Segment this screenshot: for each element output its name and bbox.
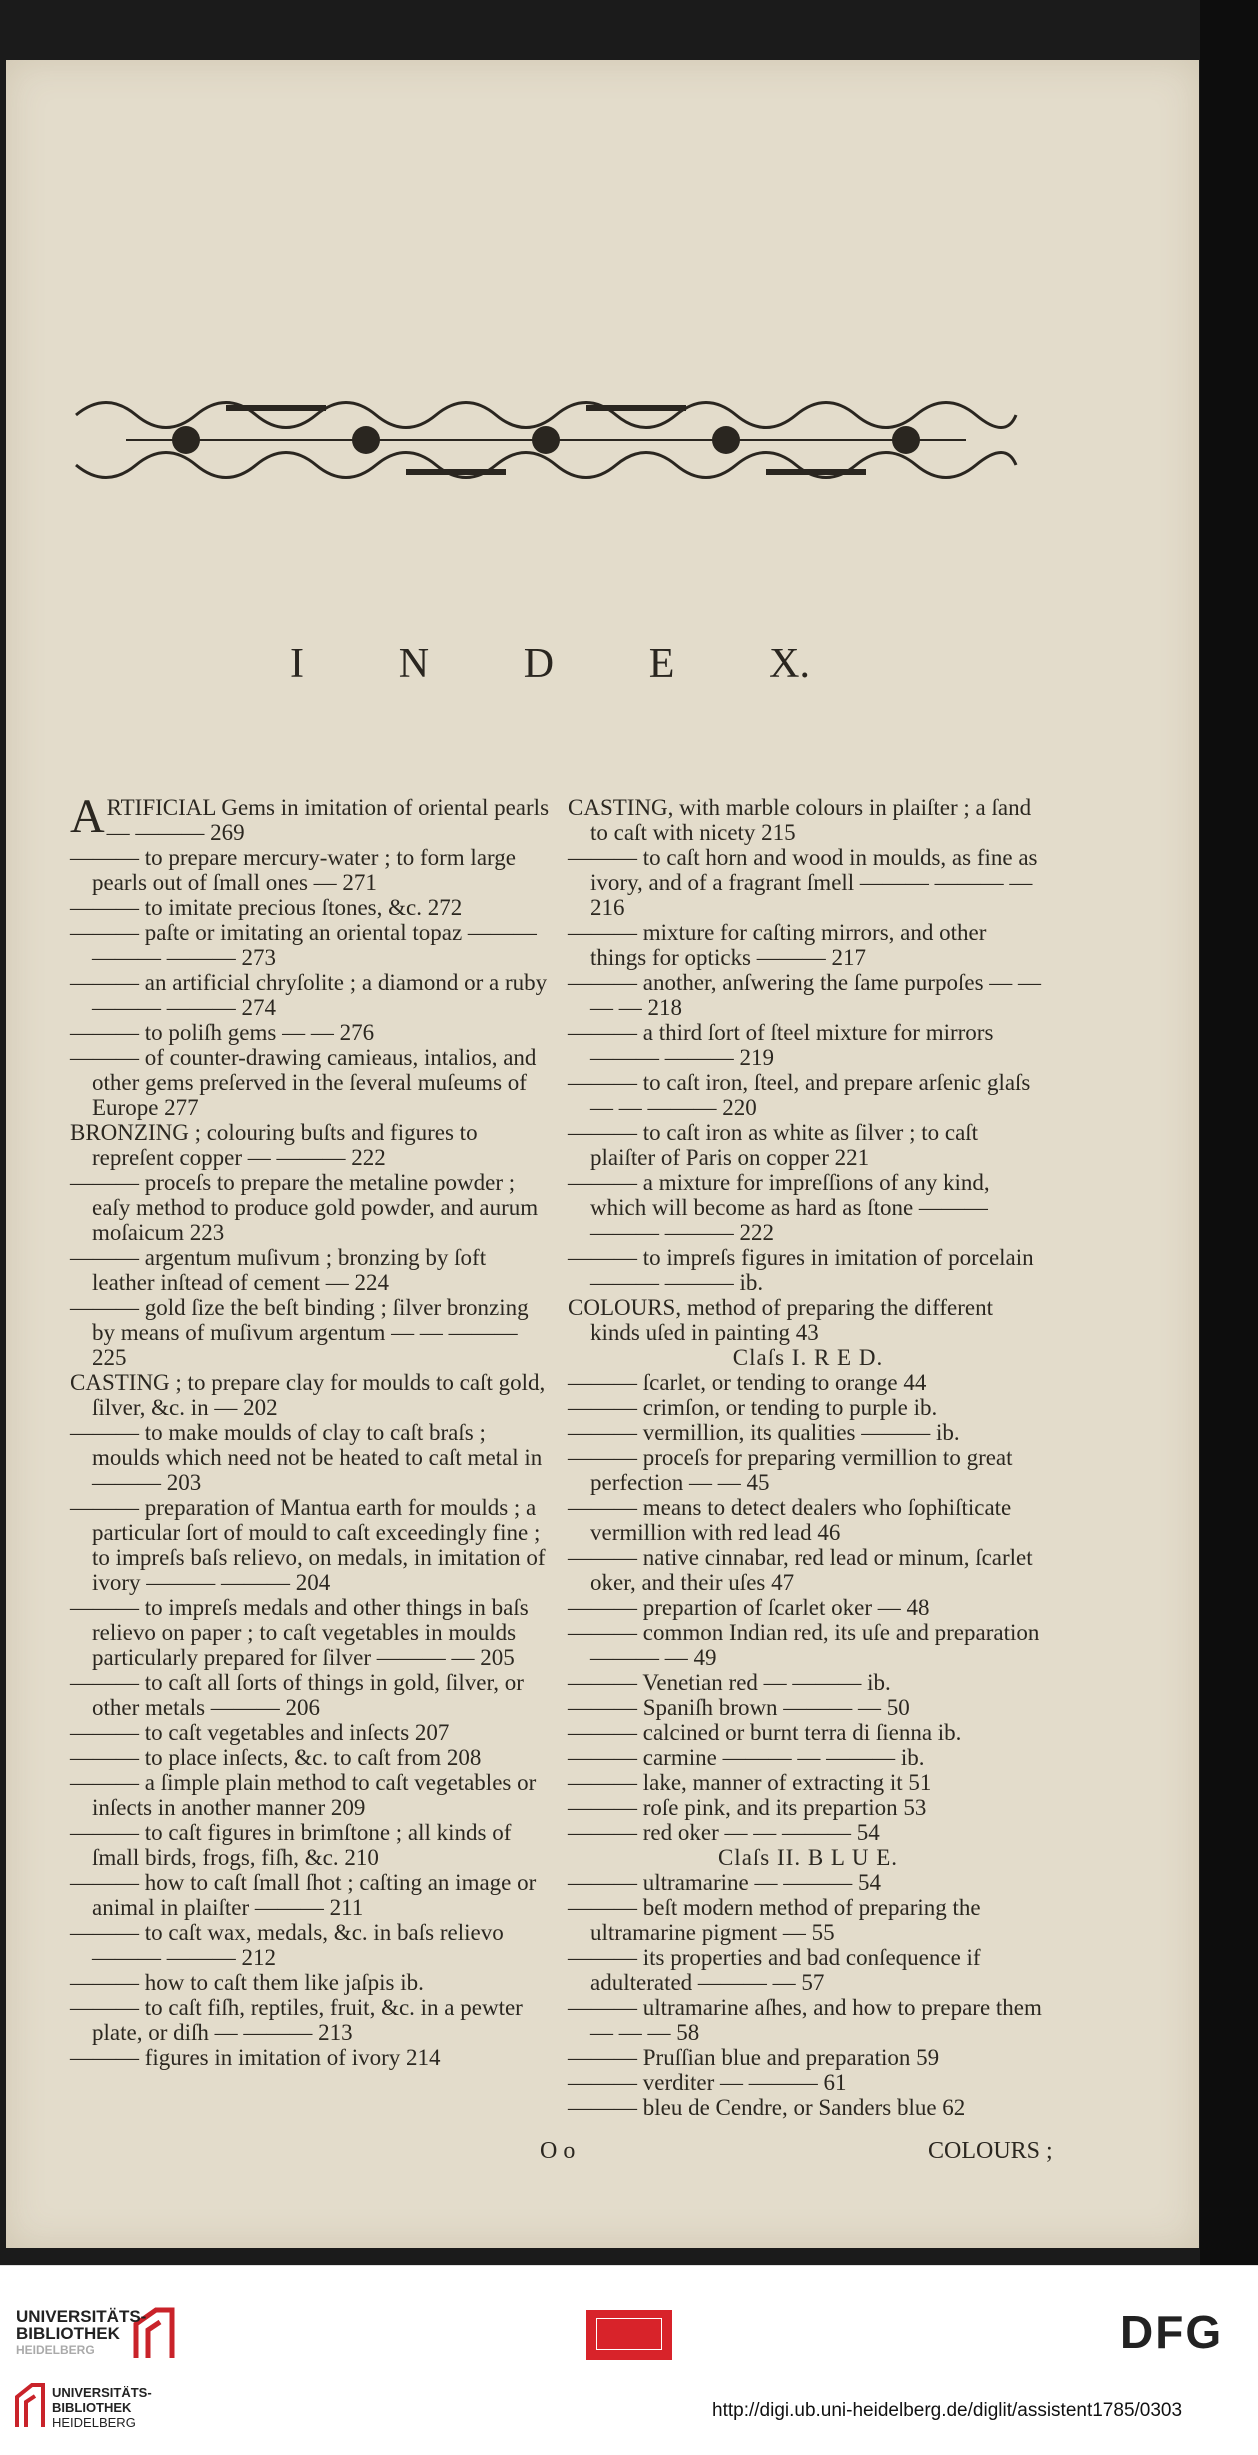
scan-edge [1200,0,1258,2265]
ornament-band [66,385,1024,495]
index-entry [568,1395,1048,1420]
library-name: UNIVERSITÄTS- BIBLIOTHEK HEIDELBERG [16,2307,147,2357]
index-entry [568,1020,1048,1070]
entry-text: ——— to imitate precious ſtones, &c. 272 [70,895,463,920]
section-heading [568,1845,1048,1870]
entry-text: ——— carmine ——— — ——— ib. [568,1745,925,1770]
entry-text: Claſs II. B L U E. [717,1845,899,1870]
index-entry [70,1420,550,1495]
index-entry [568,1770,1048,1795]
index-entry [70,1595,550,1670]
index-entry [568,1945,1048,1995]
entry-text: ——— to caſt figures in brimſtone ; all kinds of ſmall birds, frogs, fiſh, &c. 210 [70,1820,512,1870]
index-column-left [70,790,550,2070]
index-entry [568,1545,1048,1595]
index-entry [70,1995,550,2045]
entry-text: CASTING ; to prepare clay for moulds to caſt gold, ſilver, &c. in — 202 [70,1370,546,1420]
entry-text: ——— paſte or imitating an oriental topaz ——— ——— ——— 273 [70,920,537,970]
entry-text: ——— how to caſt ſmall ſhot ; caſting an image or animal in plaiſter ——— 211 [70,1870,537,1920]
index-entry [568,1370,1048,1395]
index-entry [568,1895,1048,1945]
index-entry [568,1495,1048,1545]
entry-text: ——— proceſs to prepare the metaline powder ; eaſy method to produce gold powder, and aurum moſaicum 223 [70,1170,539,1245]
index-entry [70,1370,550,1420]
entry-text: ——— prepartion of ſcarlet oker — 48 [568,1595,930,1620]
entry-text: ——— to caſt iron, ſteel, and prepare arſenic glaſs — — ——— 220 [568,1070,1031,1120]
index-entry [568,1670,1048,1695]
title-letter: X. [769,641,810,687]
index-entry [568,1995,1048,2045]
title-letter: N [398,641,430,687]
library-logo-small-icon[interactable] [14,2382,46,2430]
index-entry [70,1170,550,1245]
entry-text: ——— to prepare mercury-water ; to form large pearls out of ſmall ones — 271 [70,845,516,895]
entry-text: ——— a mixture for impreſſions of any kind, which will become as hard as ſtone ——— ——— ——— 222 [568,1170,990,1245]
entry-text: ——— bleu de Cendre, or Sanders blue 62 [568,2095,966,2120]
entry-text: ——— of counter-drawing camieaus, intalios, and other gems preſerved in the ſeveral muſeums of Europe 277 [70,1045,537,1120]
index-entry [568,1445,1048,1495]
entry-text: ——— a third ſort of ſteel mixture for mirrors ——— ——— 219 [568,1020,994,1070]
entry-text: ——— a ſimple plain method to caſt vegetables or inſects in another manner 209 [70,1770,537,1820]
project-seal-logo[interactable] [586,2310,672,2360]
index-entry [70,1745,550,1770]
entry-text: ——— ultramarine aſhes, and how to prepare them — — — 58 [568,1995,1042,2045]
index-entry [568,1120,1048,1170]
index-entry [568,1420,1048,1445]
index-entry [70,1720,550,1745]
entry-text: ——— figures in imitation of ivory 214 [70,2045,441,2070]
index-entry [568,1245,1048,1295]
entry-text: ——— common Indian red, its uſe and preparation ——— — 49 [568,1620,1040,1670]
index-entry [568,2070,1048,2095]
viewer-footer [0,2265,1258,2455]
entry-text: ——— to caſt all ſorts of things in gold, ſilver, or other metals ——— 206 [70,1670,524,1720]
entry-text: ——— another, anſwering the ſame purpoſes — — — — 218 [568,970,1042,1020]
title-letter: I [290,641,304,687]
entry-text: ——— to impreſs figures in imitation of porcelain ——— ——— ib. [568,1245,1034,1295]
index-entry [70,1295,550,1370]
entry-text: ——— Venetian red — ——— ib. [568,1670,891,1695]
index-entry [568,1720,1048,1745]
index-entry [568,1870,1048,1895]
index-entry [70,2045,550,2070]
entry-text: ——— Spaniſh brown ——— — 50 [568,1695,910,1720]
index-entry [70,790,550,845]
index-entry [70,1045,550,1120]
entry-text: ——— its properties and bad conſequence if adulterated ——— — 57 [568,1945,981,1995]
entry-text: ——— to caſt vegetables and inſects 207 [70,1720,450,1745]
index-entry [70,845,550,895]
entry-text: ——— to make moulds of clay to caſt braſs ; moulds which need not be heated to caſt metal in ——— 203 [70,1420,543,1495]
entry-text: COLOURS, method of preparing the different kinds uſed in painting 43 [568,1295,993,1345]
index-entry [70,1770,550,1820]
index-entry [70,1020,550,1045]
index-entry [70,920,550,970]
entry-text: ——— red oker — — ——— 54 [568,1820,880,1845]
entry-text: ——— calcined or burnt terra di ſienna ib. [568,1720,962,1745]
index-entry [70,970,550,1020]
entry-text: ——— to impreſs medals and other things in baſs relievo on paper ; to caſt vegetables in moulds particularly prepared for ſilver ——— — 205 [70,1595,529,1670]
entry-text: ——— argentum muſivum ; bronzing by ſoft leather inſtead of cement — 224 [70,1245,487,1295]
entry-text: ——— crimſon, or tending to purple ib. [568,1395,938,1420]
index-entry [568,1620,1048,1670]
index-entry [568,1820,1048,1845]
index-entry [568,2095,1048,2120]
page-title [290,640,810,688]
index-entry [568,1595,1048,1620]
index-entry [568,1070,1048,1120]
entry-text: ——— verditer — ——— 61 [568,2070,847,2095]
entry-text: ——— ultramarine — ——— 54 [568,1870,882,1895]
entry-text: ——— proceſs for preparing vermillion to great perfection — — 45 [568,1445,1013,1495]
index-entry [568,920,1048,970]
entry-text: ——— means to detect dealers who ſophiſticate vermillion with red lead 46 [568,1495,1012,1545]
index-entry [70,1245,550,1295]
entry-text: ——— vermillion, its qualities ——— ib. [568,1420,960,1445]
entry-text: ——— gold ſize the beſt binding ; ſilver bronzing by means of muſivum argentum — — ——— 225 [70,1295,529,1370]
index-entry [70,1920,550,1970]
entry-text: ——— an artificial chryſolite ; a diamond or a ruby ——— ——— 274 [70,970,548,1020]
title-letter: D [523,641,555,687]
permalink-url[interactable]: http://digi.ub.uni-heidelberg.de/diglit/assistent1785/0303 [712,2400,1183,2421]
entry-text: Claſs I. R E D. [732,1345,884,1370]
entry-text: ——— how to caſt them like jaſpis ib. [70,1970,424,1995]
library-name-small: UNIVERSITÄTS- BIBLIOTHEK HEIDELBERG [52,2385,152,2430]
entry-text: ——— lake, manner of extracting it 51 [568,1770,932,1795]
index-entry [568,1695,1048,1720]
entry-text: RTIFICIAL Gems in imitation of oriental pearls — ——— 269 [106,795,550,845]
index-column-right [568,795,1048,2120]
index-entry [70,1670,550,1720]
funder-logo[interactable]: DFG [1120,2306,1224,2358]
entry-text: ——— to caſt wax, medals, &c. in baſs relievo ——— ——— 212 [70,1920,504,1970]
entry-text: ——— to poliſh gems — — 276 [70,1020,375,1045]
catchword: COLOURS ; [928,2138,1053,2164]
entry-text: CASTING, with marble colours in plaiſter ; a ſand to caſt with nicety 215 [568,795,1032,845]
entry-text: ——— to place inſects, &c. to caſt from 208 [70,1745,482,1770]
index-entry [568,1795,1048,1820]
entry-text: ——— ſcarlet, or tending to orange 44 [568,1370,927,1395]
index-entry [70,1120,550,1170]
entry-text: ——— roſe pink, and its prepartion 53 [568,1795,927,1820]
index-entry [568,1295,1048,1345]
signature-mark: O o [540,2138,576,2164]
index-entry [70,1870,550,1920]
index-entry [568,795,1048,845]
index-entry [70,1495,550,1595]
index-entry [568,2045,1048,2070]
index-entry [568,970,1048,1020]
entry-text: ——— to caſt iron as white as ſilver ; to caſt plaiſter of Paris on copper 221 [568,1120,979,1170]
entry-text: ——— to caſt fiſh, reptiles, fruit, &c. in a pewter plate, or diſh — ——— 213 [70,1995,523,2045]
entry-text: ——— beſt modern method of preparing the ultramarine pigment — 55 [568,1895,981,1945]
index-entry [568,845,1048,920]
entry-text: ——— native cinnabar, red lead or minum, ſcarlet oker, and their uſes 47 [568,1545,1033,1595]
index-entry [70,1970,550,1995]
entry-text: BRONZING ; colouring buſts and figures to repreſent copper — ——— 222 [70,1120,478,1170]
entry-text: ——— Pruſſian blue and preparation 59 [568,2045,940,2070]
index-entry [70,1820,550,1870]
drop-cap: A [70,790,105,843]
section-heading [568,1345,1048,1370]
entry-text: ——— mixture for caſting mirrors, and other things for opticks ——— 217 [568,920,987,970]
entry-text: ——— to caſt horn and wood in moulds, as fine as ivory, and of a fragrant ſmell ——— ——— — 216 [568,845,1038,920]
entry-text: ——— preparation of Mantua earth for moulds ; a particular ſort of mould to caſt exceedingly fine ; to impreſs baſs relievo, on medals, in imitation of ivory ——— ——— 204 [70,1495,546,1595]
index-entry [568,1745,1048,1770]
title-letter: E [648,641,675,687]
index-entry [568,1170,1048,1245]
index-entry [70,895,550,920]
